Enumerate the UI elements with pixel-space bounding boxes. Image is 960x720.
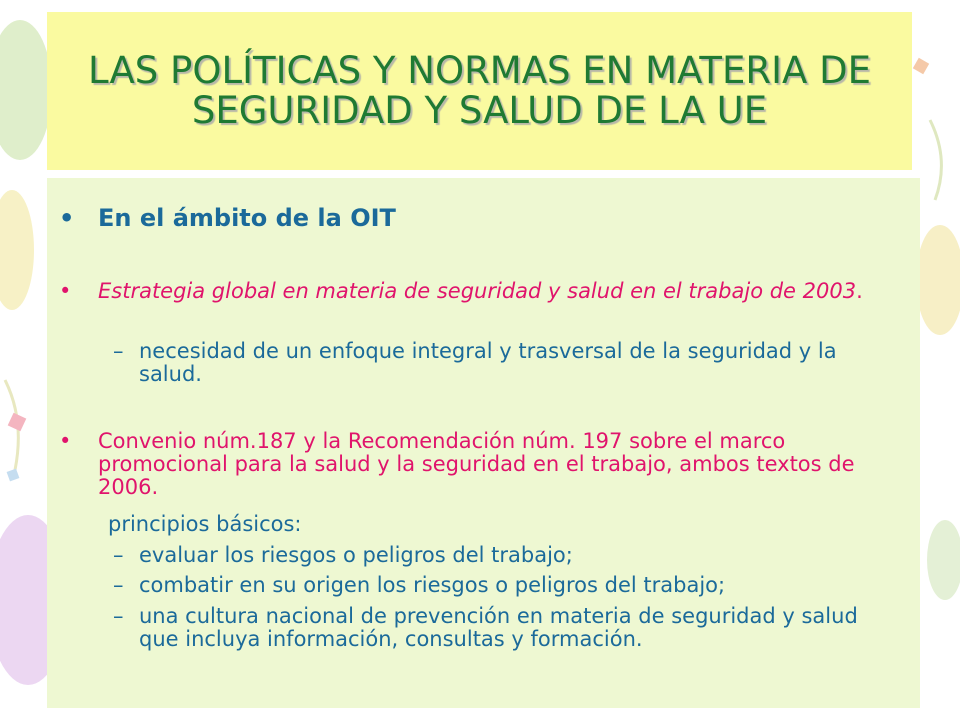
strategy-title: Estrategia global en materia de seguridad y salud en el trabajo de 2003 xyxy=(98,279,857,303)
bullet-icon: • xyxy=(59,279,72,303)
dash-icon: – xyxy=(113,339,124,363)
dash-icon: – xyxy=(113,573,124,597)
heading-text: En el ámbito de la OIT xyxy=(98,204,396,232)
slide-title: LAS POLÍTICAS Y NORMAS EN MATERIA DE SEGURIDAD Y SALUD DE LA UE xyxy=(88,49,871,132)
bullet-icon: • xyxy=(59,204,75,232)
principle-text: combatir en su origen los riesgos o peligros del trabajo; xyxy=(139,573,726,597)
strategy-text xyxy=(98,280,898,303)
strategy-sub-text: necesidad de un enfoque integral y trasversal de la seguridad y la salud. xyxy=(139,339,837,386)
principles-label: principios básicos: xyxy=(108,512,302,536)
dash-icon: – xyxy=(113,604,124,628)
principle-text: evaluar los riesgos o peligros del trabajo; xyxy=(139,543,573,567)
principle-text: una cultura nacional de prevención en materia de seguridad y salud que incluya información, consultas y formación. xyxy=(139,604,858,651)
bullet-icon: • xyxy=(59,429,72,453)
convention-text: Convenio núm.187 y la Recomendación núm. 197 sobre el marco promocional para la salud y la seguridad en el trabajo, ambos textos de 2006. xyxy=(98,429,855,499)
content-box xyxy=(47,178,920,708)
dash-icon: – xyxy=(113,543,124,567)
title-box xyxy=(47,12,912,170)
strategy-period: . xyxy=(856,279,863,303)
